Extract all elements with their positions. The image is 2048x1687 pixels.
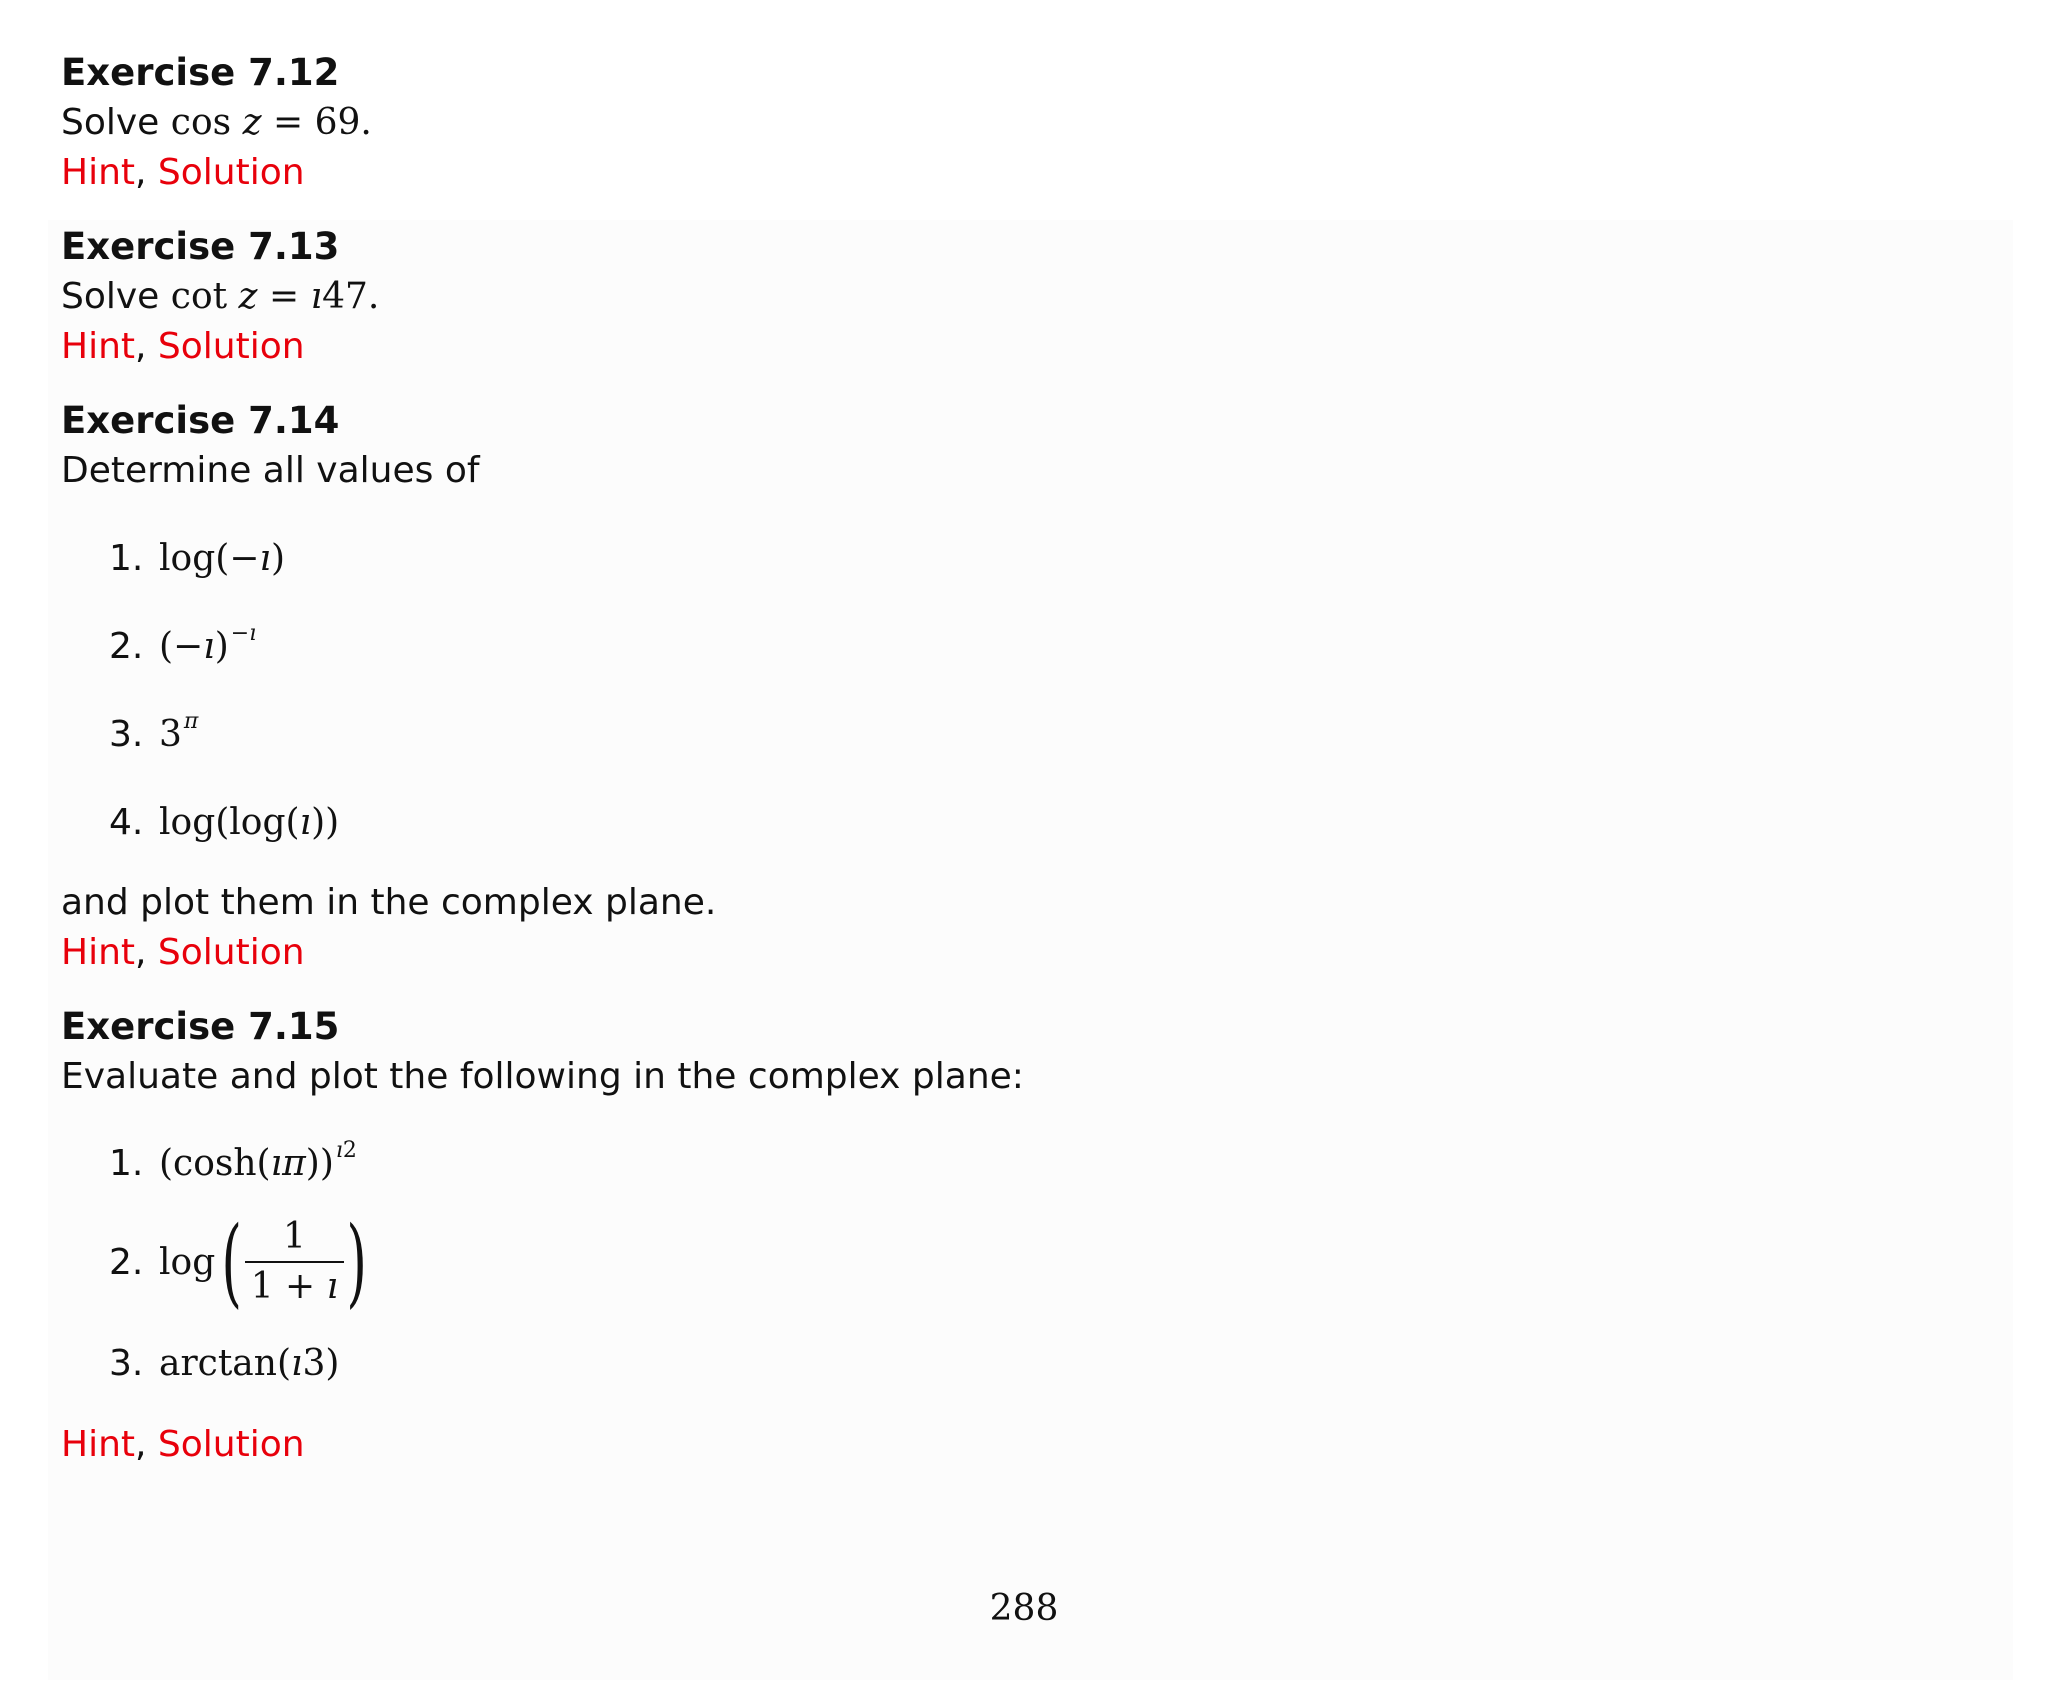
hint-link[interactable]: Hint [61,932,136,973]
exercise-intro: Determine all values of [61,450,480,491]
exercise-7-14 [61,396,2001,978]
math-expression: (cosh(ıπ))$^{ı2}$ [159,1137,357,1184]
exercise-7-12 [61,48,2001,198]
list-item [61,690,2001,778]
hint-solution-links [61,148,2001,198]
exercise-intro: Evaluate and plot the following in the complex plane: [61,1056,1024,1097]
exercise-7-13 [61,222,2001,372]
hint-link[interactable]: Hint [61,152,136,193]
list-item [61,514,2001,602]
right-paren: ) [346,1206,368,1318]
solution-link[interactable]: Solution [157,1424,305,1465]
statement-prefix: Solve [61,276,160,317]
hint-link[interactable]: Hint [61,326,136,367]
item-number: 3. [109,1342,144,1384]
item-number: 1. [109,537,144,579]
link-separator: , [135,1424,147,1465]
left-paren: ( [221,1206,243,1318]
item-number: 1. [109,1142,144,1184]
exercise-statement [61,272,2001,322]
link-separator: , [135,326,147,367]
math-expression: (−ı)$^{-ı}$ [159,620,257,667]
page-number: 288 [989,1588,1059,1629]
list-item [61,1120,2001,1206]
math-expression: cos z = 69. [170,102,372,143]
item-list [61,514,2001,866]
solution-link[interactable]: Solution [157,152,305,193]
list-item [61,1206,2001,1318]
exercise-title: Exercise 7.15 [61,1005,340,1048]
list-item [61,602,2001,690]
list-item [61,1318,2001,1408]
hint-solution-links [61,322,2001,372]
link-separator: , [135,152,147,193]
list-item [61,778,2001,866]
document-content [61,48,2001,1494]
item-number: 4. [109,801,144,843]
exercise-title: Exercise 7.14 [61,399,340,442]
item-list [61,1120,2001,1408]
exercise-statement [61,98,2001,148]
hint-solution-links [61,1420,2001,1470]
math-expression: arctan(ı3) [159,1342,340,1384]
item-number: 3. [109,713,144,755]
math-expression: $3^\pi$ [159,708,199,755]
hint-link[interactable]: Hint [61,1424,136,1465]
math-expression: log ( $\frac{1}{1 + ı}$ ) [159,1206,368,1318]
link-separator: , [135,932,147,973]
math-expression: log(−ı) [159,537,286,579]
exercise-7-15 [61,1002,2001,1470]
exercise-title: Exercise 7.13 [61,225,340,268]
solution-link[interactable]: Solution [157,932,305,973]
item-number: 2. [109,1241,144,1283]
statement-prefix: Solve [61,102,160,143]
math-expression: log(log(ı)) [159,801,340,843]
math-expression: cot z = ı47. [170,276,380,317]
item-number: 2. [109,625,144,667]
solution-link[interactable]: Solution [157,326,305,367]
hint-solution-links [61,928,2001,978]
exercise-outro: and plot them in the complex plane. [61,882,717,923]
exercise-title: Exercise 7.12 [61,51,340,94]
fraction: $\frac{1}{1 + ı}$ [245,1217,344,1307]
